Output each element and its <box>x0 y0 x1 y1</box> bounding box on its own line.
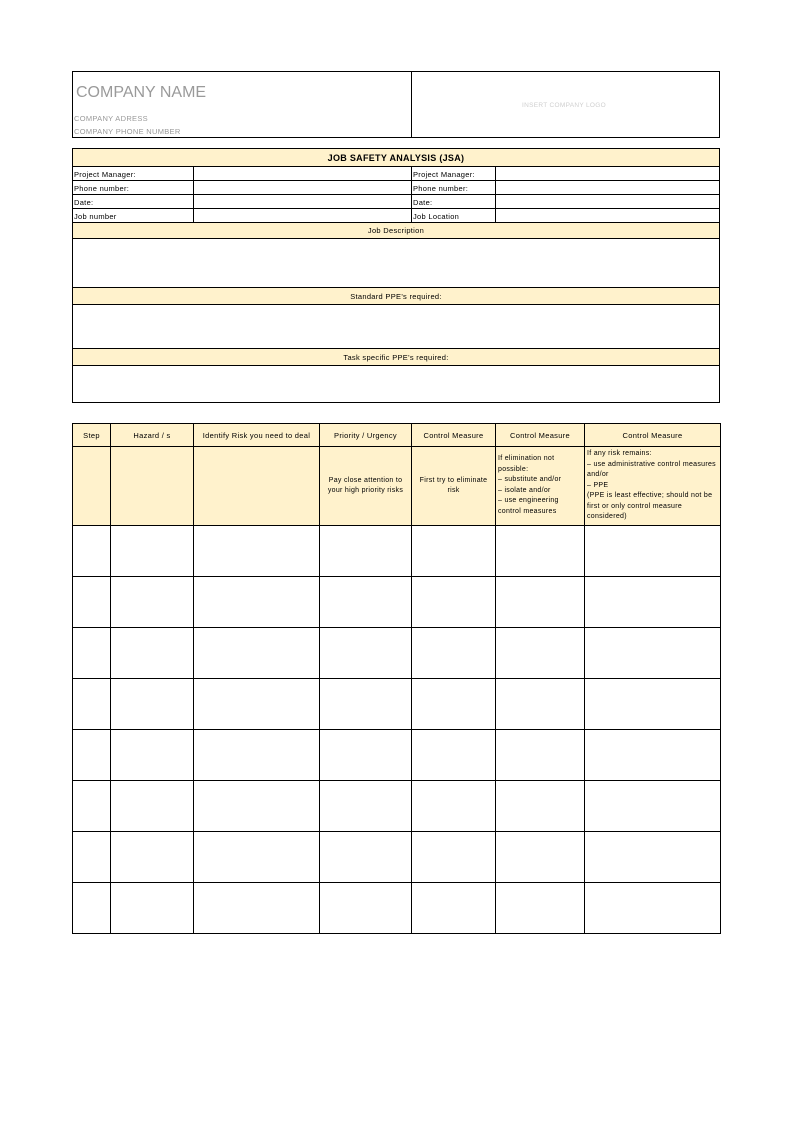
company-logo-placeholder: INSERT COMPANY LOGO <box>522 102 606 109</box>
label-date: Date: <box>74 198 94 207</box>
task-ppe-input[interactable] <box>73 366 719 402</box>
label-project-manager: Project Manager: <box>74 170 136 179</box>
project-manager-input[interactable] <box>194 167 411 180</box>
job-description-label: Job Description <box>367 226 425 235</box>
table-row[interactable] <box>73 577 721 628</box>
label-phone-number: Phone number: <box>74 184 130 193</box>
table-header-row <box>73 424 721 447</box>
label-phone-number-right: Phone number: <box>413 184 469 193</box>
label-date-right: Date: <box>413 198 433 207</box>
company-name: COMPANY NAME <box>76 84 207 101</box>
company-phone: COMPANY PHONE NUMBER <box>74 127 181 136</box>
guidance-control-3: If any risk remains: – use administrative control measures and/or – PPE (PPE is least effective; should not be first or only control measure considered) <box>587 450 716 520</box>
header-hazards: Hazard / s <box>111 424 194 447</box>
table-row[interactable] <box>73 730 721 781</box>
label-project-manager-right: Project Manager: <box>413 170 475 179</box>
table-row[interactable] <box>73 526 721 577</box>
date-input-right[interactable] <box>496 195 719 208</box>
phone-number-input[interactable] <box>194 181 411 194</box>
job-number-input[interactable] <box>194 209 411 222</box>
job-description-input[interactable] <box>73 239 719 287</box>
header-priority: Priority / Urgency <box>320 424 412 447</box>
date-input[interactable] <box>194 195 411 208</box>
phone-number-input-right[interactable] <box>496 181 719 194</box>
standard-ppe-input[interactable] <box>73 305 719 348</box>
table-row[interactable] <box>73 628 721 679</box>
task-ppe-label: Task specific PPE's required: <box>343 353 449 362</box>
table-row[interactable] <box>73 781 721 832</box>
hazard-table <box>72 423 721 934</box>
header-control-measure-1: Control Measure <box>412 424 496 447</box>
header-control-measure-2: Control Measure <box>496 424 585 447</box>
table-row[interactable] <box>73 883 721 934</box>
table-row[interactable] <box>73 679 721 730</box>
header-identify-risk: Identify Risk you need to deal <box>194 424 320 447</box>
label-job-number: Job number <box>74 212 117 221</box>
guidance-row <box>73 447 721 526</box>
company-address: COMPANY ADRESS <box>74 114 148 123</box>
job-location-input[interactable] <box>496 209 719 222</box>
table-row[interactable] <box>73 832 721 883</box>
standard-ppe-label: Standard PPE's required: <box>350 292 442 301</box>
header-control-measure-3: Control Measure <box>585 424 721 447</box>
project-manager-input-right[interactable] <box>496 167 719 180</box>
label-job-location: Job Location <box>413 212 460 221</box>
form-title: JOB SAFETY ANALYSIS (JSA) <box>327 153 465 163</box>
guidance-control-1: First try to eliminate risk <box>419 476 488 494</box>
guidance-priority: Pay close attention to your high priority risks <box>327 476 404 494</box>
guidance-control-2: If elimination not possible: – substitute and/or – isolate and/or – use engineering control measures <box>498 455 562 515</box>
header-step: Step <box>73 424 111 447</box>
